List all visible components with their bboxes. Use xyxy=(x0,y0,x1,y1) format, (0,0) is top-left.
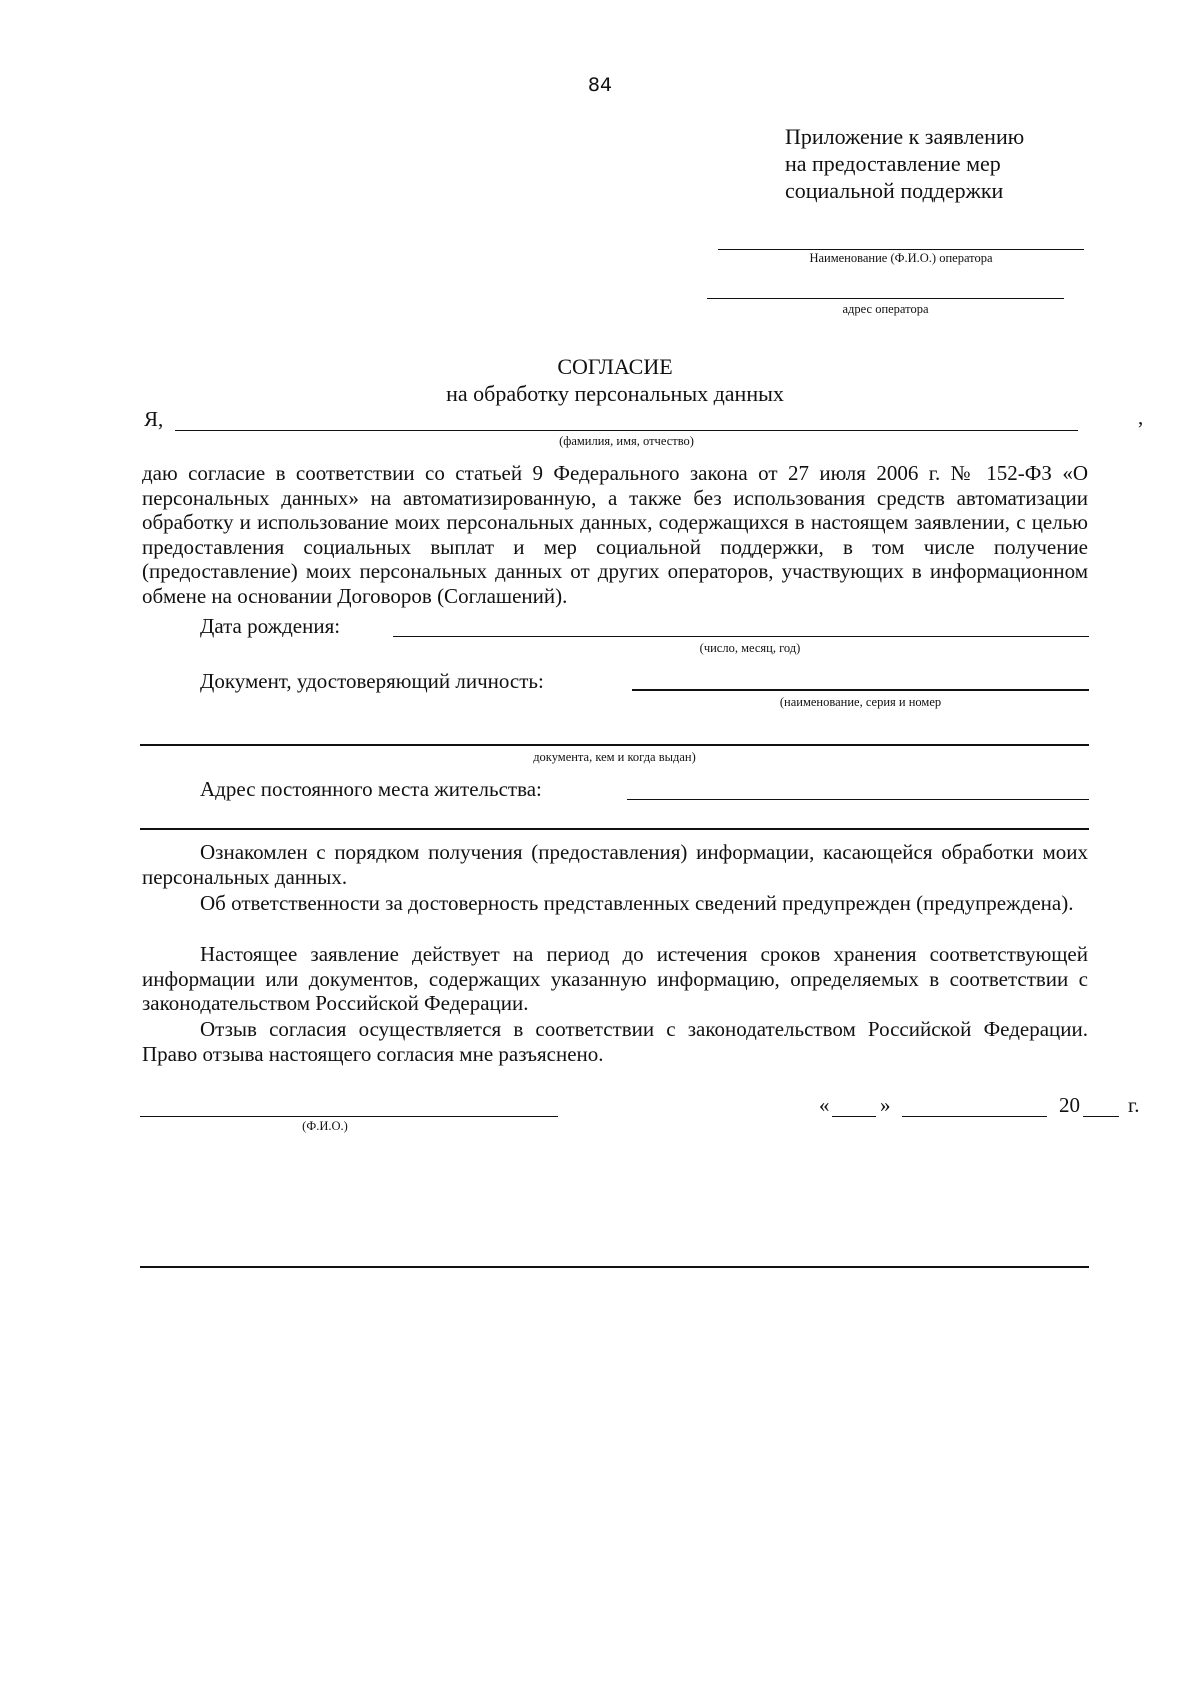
operator-address-field[interactable] xyxy=(707,298,1064,299)
paragraph-revocation: Отзыв согласия осуществляется в соответствии с законодательством Российской Федерации. Право отзыва настоящего согласия мне разъяснено. xyxy=(142,1017,1088,1066)
comma: , xyxy=(1138,405,1144,429)
appendix-line-3: социальной поддержки xyxy=(785,178,1004,203)
signature-field[interactable] xyxy=(140,1116,558,1117)
document-subtitle: на обработку персональных данных xyxy=(446,381,784,406)
year-suffix: г. xyxy=(1128,1093,1140,1117)
date-year-field[interactable] xyxy=(1083,1116,1119,1117)
address-field[interactable] xyxy=(627,799,1089,800)
operator-name-field[interactable] xyxy=(718,249,1084,250)
address-field-2[interactable] xyxy=(140,828,1089,830)
appendix-header xyxy=(785,123,1024,204)
paragraph-acquainted: Ознакомлен с порядком получения (предоставления) информации, касающейся обработки моих персональных данных. xyxy=(142,840,1088,889)
id-doc-caption-2: документа, кем и когда выдан) xyxy=(533,750,696,764)
signature-caption: (Ф.И.О.) xyxy=(302,1119,348,1133)
id-doc-field-2[interactable] xyxy=(140,744,1089,746)
birth-date-label: Дата рождения: xyxy=(200,614,341,638)
operator-address-caption: адрес оператора xyxy=(842,302,929,316)
year-prefix: 20 xyxy=(1059,1093,1080,1117)
date-open-quote: « xyxy=(819,1093,830,1117)
id-doc-field[interactable] xyxy=(632,689,1089,691)
paragraph-responsibility: Об ответственности за достоверность представленных сведений предупрежден (предупреждена). xyxy=(200,891,1074,915)
fio-field[interactable] xyxy=(175,430,1078,431)
document-title: СОГЛАСИЕ xyxy=(557,354,673,379)
appendix-line-2: на предоставление мер xyxy=(785,151,1001,176)
page-number: 84 xyxy=(587,74,613,96)
i-prefix: Я, xyxy=(144,407,164,431)
date-month-field[interactable] xyxy=(902,1116,1047,1117)
birth-date-caption: (число, месяц, год) xyxy=(699,641,801,655)
date-day-field[interactable] xyxy=(832,1116,876,1117)
consent-text: даю согласие в соответствии со статьей 9 Федерального закона от 27 июля 2006 г. № 152-ФЗ «О персональных данных» на автоматизированную, а также без использования средств автоматизации обработку и использование моих персональных данных, содержащихся в настоящем заявлении, с целью предоставления социальных выплат и мер социальной поддержки, в том числе получение (предоставление) моих персональных данных от других операторов, участвующих в информационном обмене на основании Договоров (Соглашений). xyxy=(142,461,1088,608)
birth-date-field[interactable] xyxy=(393,636,1089,637)
fio-caption: (фамилия, имя, отчество) xyxy=(559,434,694,448)
date-close-quote: » xyxy=(880,1093,891,1117)
id-doc-caption-1: (наименование, серия и номер xyxy=(779,695,942,709)
bottom-rule xyxy=(140,1266,1089,1268)
appendix-line-1: Приложение к заявлению xyxy=(785,124,1025,149)
id-doc-label: Документ, удостоверяющий личность: xyxy=(200,669,544,693)
operator-name-caption: Наименование (Ф.И.О.) оператора xyxy=(809,251,993,265)
address-label: Адрес постоянного места жительства: xyxy=(200,777,542,801)
paragraph-validity: Настоящее заявление действует на период до истечения сроков хранения соответствующей информации или документов, содержащих указанную информацию, определяемых в соответствии с законодательством Российской Федерации. xyxy=(142,942,1088,1015)
